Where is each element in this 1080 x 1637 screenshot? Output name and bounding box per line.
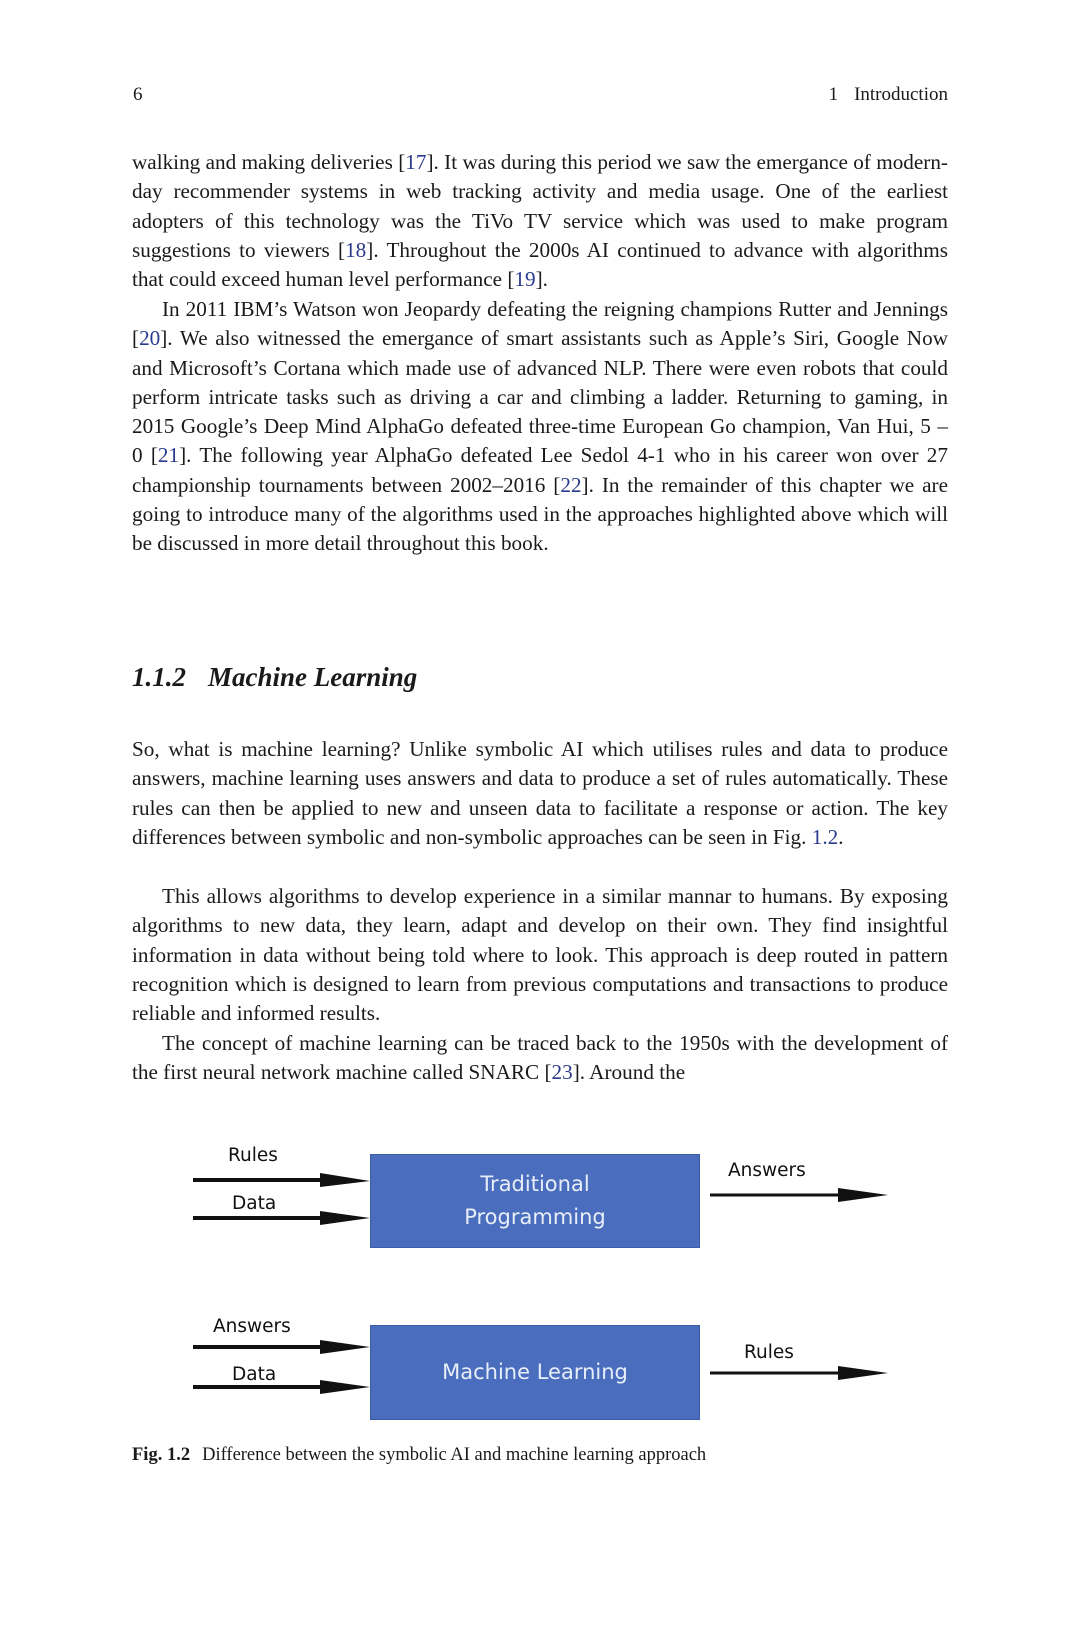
body-text: ]. We also witnessed the emergance of smart assistants such as Apple’s Siri, Google Now and Microsoft’s Cortana which made use of advanced NLP. There were even robots that could perform intricate tasks such as driving a car and climbing a ladder. Returning to gaming, in 2015 Google’s Deep Mind AlphaGo defeated three-time European Go champion, Van Hui, 5 – 0 [: [132, 326, 948, 468]
paragraph-3: [132, 735, 948, 852]
figure-caption: [132, 1445, 706, 1466]
caption-text: Difference between the symbolic AI and machine learning approach: [202, 1445, 707, 1465]
section-heading: [132, 662, 417, 693]
citation-link[interactable]: 23: [551, 1060, 573, 1085]
traditional-programming-box: [370, 1154, 700, 1248]
body-text: ]. In the remainder of this chapter we are going to introduce many of the algorithms used in the approaches highlighted above which will be discussed in more detail throughout this book.: [132, 472, 949, 556]
section-number: 1.1.2: [132, 662, 186, 692]
box-label: Machine Learning: [442, 1360, 628, 1384]
page-number: 6: [133, 84, 143, 105]
arrow-icon: [710, 1188, 888, 1202]
box-label-line1: Traditional: [480, 1172, 590, 1196]
body-text: ].: [535, 267, 548, 292]
citation-link[interactable]: 19: [514, 267, 536, 292]
paragraph-5: [132, 1029, 948, 1088]
paragraph-2: [132, 295, 948, 559]
citation-link[interactable]: 1.2: [811, 824, 839, 849]
arrow-icon: [710, 1366, 888, 1380]
label-answers-input: Answers: [213, 1316, 291, 1337]
label-rules-output: Rules: [744, 1342, 794, 1363]
citation-link[interactable]: 18: [345, 237, 367, 262]
chapter-title: Introduction: [854, 84, 948, 105]
body-text: ]. The following year AlphaGo defeated Lee Sedol 4-1 who in his career won over 27 championship tournaments between 2002–2016 [: [132, 443, 948, 497]
body-text: walking and making deliveries [: [132, 150, 406, 174]
citation-link[interactable]: 17: [405, 150, 427, 174]
citation-link[interactable]: 20: [139, 326, 161, 351]
body-text: ]. Throughout the 2000s AI continued to advance with algorithms that could exceed human level performance [: [132, 237, 948, 292]
paragraph-1: [132, 148, 948, 294]
body-text: In 2011 IBM’s Watson won Jeopardy defeating the reigning champions Rutter and Jennings [: [132, 297, 948, 351]
arrow-icon: [193, 1211, 370, 1225]
machine-learning-box: [370, 1325, 700, 1420]
citation-link[interactable]: 22: [560, 472, 582, 497]
arrow-icon: [193, 1380, 370, 1394]
arrow-icon: [193, 1173, 370, 1187]
chapter-number: 1: [828, 84, 839, 105]
label-data-input: Data: [232, 1193, 277, 1214]
arrow-icon: [193, 1340, 370, 1354]
running-header: [829, 84, 948, 106]
body-text: The concept of machine learning can be traced back to the 1950s with the development of the first neural network machine called SNARC [: [132, 1031, 948, 1085]
box-label-line2: Programming: [464, 1205, 606, 1229]
section-title: Machine Learning: [208, 662, 418, 692]
label-data-input-2: Data: [232, 1364, 277, 1385]
body-text: .: [838, 824, 844, 849]
body-text: This allows algorithms to develop experience in a similar mannar to humans. By exposing algorithms to new data, they learn, adapt and develop on their own. They find insightful information in data without being told where to look. This approach is deep routed in pattern recognition which is designed to learn from previous computations and transactions to produce reliable and informed results.: [132, 884, 948, 1026]
citation-link[interactable]: 21: [157, 443, 180, 468]
label-rules-input: Rules: [228, 1145, 278, 1166]
caption-label: Fig. 1.2: [132, 1445, 191, 1465]
paragraph-4: [132, 882, 948, 1028]
body-text: So, what is machine learning? Unlike symbolic AI which utilises rules and data to produce answers, machine learning uses answers and data to produce a set of rules automatically. These rules can then be applied to new and unseen data to facilitate a response or action. The key differences between symbolic and non-symbolic approaches can be seen in Fig.: [132, 737, 948, 849]
label-answers-output: Answers: [728, 1160, 806, 1181]
body-text: ]. Around the: [572, 1060, 686, 1085]
body-text: ]. It was during this period we saw the emergance of modern-day recommender systems in web tracking activity and media usage. One of the earliest adopters of this technology was the TiVo TV service which was used to make program suggestions to viewers [: [132, 150, 948, 262]
